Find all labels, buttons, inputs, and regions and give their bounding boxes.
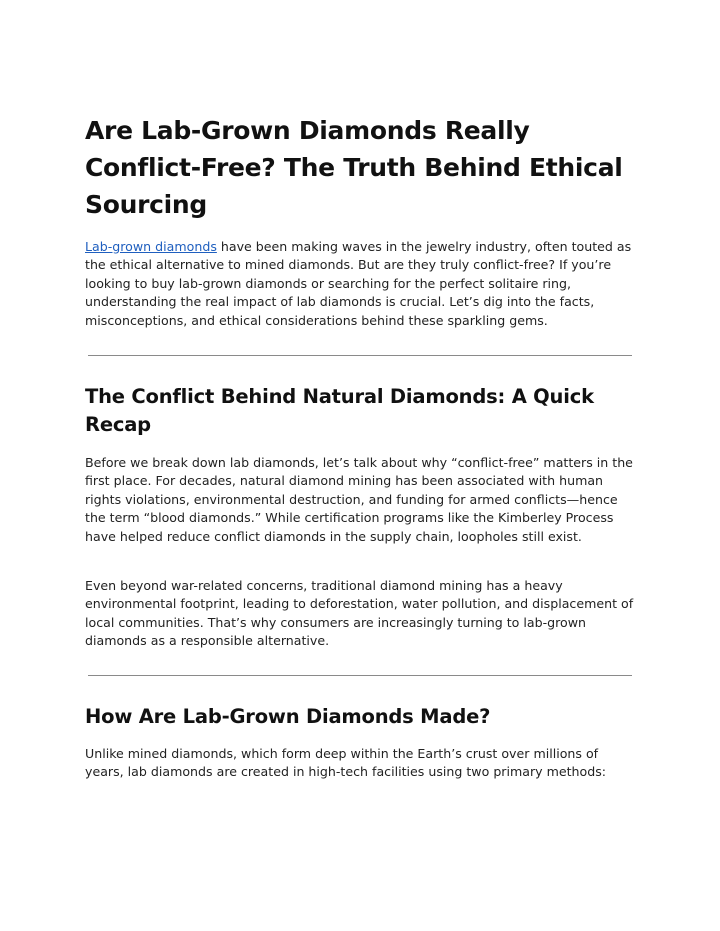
lab-grown-diamonds-link[interactable]: Lab-grown diamonds	[85, 239, 217, 254]
section-paragraph: Unlike mined diamonds, which form deep within the Earth’s crust over millions of years, lab diamonds are created in high-tech facilities using two primary methods:	[85, 746, 607, 780]
article-title: Are Lab-Grown Diamonds Really Conflict-Free? The Truth Behind Ethical Sourcing	[85, 116, 623, 219]
section-paragraph: Before we break down lab diamonds, let’s talk about why “conflict-free” matters in the first place. For decades, natural diamond mining has been associated with human rights violations, environmental destruction, and funding for armed conflicts—hence the term “blood diamonds.” While certification programs like the Kimberley Process have helped reduce conflict diamonds in the supply chain, loopholes still exist.	[85, 455, 633, 544]
section-divider	[88, 355, 632, 356]
intro-text: have been making waves in the jewelry industry, often touted as the ethical alternative to mined diamonds. But are they truly conflict-free? If you’re looking to buy lab-grown diamonds or searching for the perfect solitaire ring, understanding the real impact of lab diamonds is crucial. Let’s dig into the facts, misconceptions, and ethical considerations behind these sparkling gems.	[85, 239, 632, 328]
intro-paragraph	[85, 238, 637, 330]
section-heading-conflict: The Conflict Behind Natural Diamonds: A Quick Recap	[85, 385, 594, 436]
section-heading-how-made: How Are Lab-Grown Diamonds Made?	[85, 705, 491, 728]
section-divider	[88, 675, 632, 676]
section-paragraph: Even beyond war-related concerns, traditional diamond mining has a heavy environmental footprint, leading to deforestation, water pollution, and displacement of local communities. That’s why consumers are increasingly turning to lab-grown diamonds as a responsible alternative.	[85, 578, 634, 649]
